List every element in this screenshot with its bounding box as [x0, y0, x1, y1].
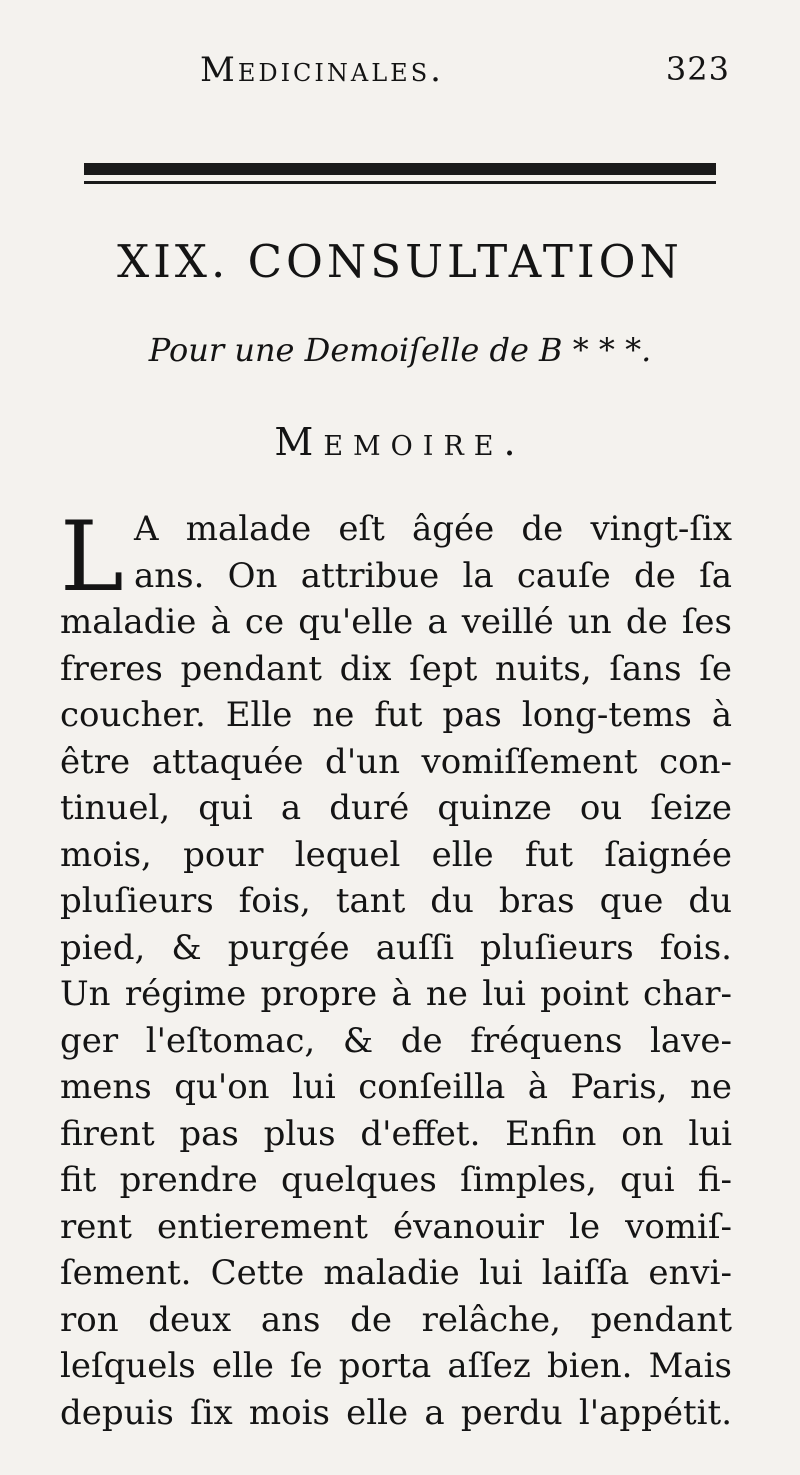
consultation-subheading: Pour une Demoiſelle de B * * *. — [148, 331, 652, 369]
text-line: ans. On attribue la cauſe de ſa — [134, 555, 732, 596]
text-line: rent entierement évanouir le vomiſ- — [60, 1206, 732, 1247]
running-head-title: Medicinales. — [200, 50, 444, 90]
text-line: fit prendre quelques ſimples, qui fi- — [60, 1160, 732, 1200]
drop-cap: L — [60, 501, 124, 613]
body-text — [60, 501, 732, 1436]
text-line: leſquels elle ſe porta aſſez bien. Mais — [60, 1346, 732, 1386]
text-line: mens qu'on lui conſeilla à Paris, ne — [60, 1067, 732, 1107]
header-rule-thick — [84, 163, 716, 175]
text-line: ron deux ans de relâche, pendant — [60, 1299, 732, 1340]
text-line: firent pas plus d'effet. Enfin on lui — [60, 1113, 732, 1154]
text-line: depuis ſix mois elle a perdu l'appétit. — [60, 1392, 732, 1433]
text-line: pluſieurs fois, tant du bras que du — [60, 881, 732, 921]
running-head — [200, 50, 730, 100]
text-line: ger l'eſtomac, & de fréquens lave- — [60, 1020, 732, 1061]
page-number: 323 — [665, 50, 730, 88]
text-line: coucher. Elle ne fut pas long-tems à — [60, 695, 732, 735]
text-line: A malade eſt âgée de vingt-ſix — [134, 509, 732, 549]
section-title: Memoire. — [274, 420, 526, 464]
text-line: pied, & purgée auſſi pluſieurs fois. — [60, 927, 732, 968]
header-rule-thin — [84, 181, 716, 184]
text-line: Un régime propre à ne lui point char- — [60, 974, 732, 1014]
consultation-heading: XIX. CONSULTATION — [117, 235, 683, 288]
text-line: freres pendant dix ſept nuits, ſans ſe — [60, 648, 732, 689]
text-line: tinuel, qui a duré quinze ou ſeize — [60, 788, 732, 828]
text-line: mois, pour lequel elle fut ſaignée — [60, 834, 732, 875]
text-line: être attaquée d'un vomiſſement con- — [60, 741, 732, 782]
text-line: ſement. Cette maladie lui laiſſa envi- — [60, 1253, 732, 1293]
text-line: maladie à ce qu'elle a veillé un de ſes — [60, 602, 732, 642]
